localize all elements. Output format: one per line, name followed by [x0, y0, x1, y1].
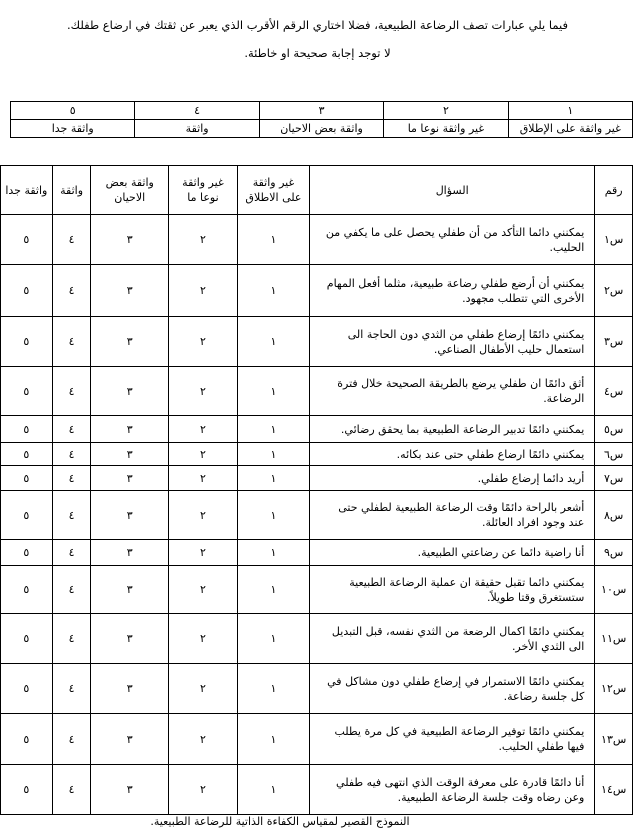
- rating-option-5[interactable]: ٥: [1, 416, 53, 443]
- header-option-1: غير واثقة على الاطلاق: [237, 166, 309, 215]
- rating-option-5[interactable]: ٥: [1, 765, 53, 815]
- question-text: يمكنني دائمًا الاستمرار في إرضاع طفلي دون مشاكل في كل جلسة رضاعة.: [310, 664, 595, 714]
- rating-option-1[interactable]: ١: [237, 491, 309, 540]
- question-text: يمكنني أن أرضع طفلي رضاعة طبيعية، مثلما أفعل المهام الأخرى التي تتطلب مجهود.: [310, 265, 595, 317]
- rating-option-1[interactable]: ١: [237, 540, 309, 566]
- rating-option-4[interactable]: ٤: [52, 765, 91, 815]
- rating-option-3[interactable]: ٣: [91, 215, 169, 265]
- rating-option-5[interactable]: ٥: [1, 215, 53, 265]
- rating-option-2[interactable]: ٢: [168, 317, 237, 367]
- table-row: [1, 443, 633, 466]
- question-text: يمكنني دائمًا ارضاع طفلي حتى عند بكائه.: [310, 443, 595, 466]
- rating-option-4[interactable]: ٤: [52, 416, 91, 443]
- rating-option-5[interactable]: ٥: [1, 466, 53, 491]
- question-number: س٦: [595, 443, 633, 466]
- scale-number: ٥: [11, 102, 135, 120]
- rating-option-4[interactable]: ٤: [52, 714, 91, 765]
- rating-option-1[interactable]: ١: [237, 317, 309, 367]
- rating-option-3[interactable]: ٣: [91, 443, 169, 466]
- rating-option-4[interactable]: ٤: [52, 367, 91, 416]
- rating-option-3[interactable]: ٣: [91, 416, 169, 443]
- rating-option-2[interactable]: ٢: [168, 215, 237, 265]
- rating-option-5[interactable]: ٥: [1, 614, 53, 664]
- rating-option-5[interactable]: ٥: [1, 317, 53, 367]
- rating-option-2[interactable]: ٢: [168, 466, 237, 491]
- rating-option-3[interactable]: ٣: [91, 317, 169, 367]
- rating-option-2[interactable]: ٢: [168, 664, 237, 714]
- scale-labels-row: [11, 120, 633, 138]
- table-row: [1, 664, 633, 714]
- rating-option-1[interactable]: ١: [237, 664, 309, 714]
- rating-option-3[interactable]: ٣: [91, 466, 169, 491]
- rating-option-3[interactable]: ٣: [91, 491, 169, 540]
- question-text: أنا دائمًا قادرة على معرفة الوقت الذي انتهى فيه طفلي وعن رضاه وقت جلسة الرضاعة الطبيعية.: [310, 765, 595, 815]
- rating-option-3[interactable]: ٣: [91, 614, 169, 664]
- rating-option-2[interactable]: ٢: [168, 416, 237, 443]
- question-text: يمكنني دائما التأكد من أن طفلي يحصل على ما يكفي من الحليب.: [310, 215, 595, 265]
- rating-option-5[interactable]: ٥: [1, 491, 53, 540]
- rating-option-4[interactable]: ٤: [52, 664, 91, 714]
- intro-note: لا توجد إجابة صحيحة او خاطئة.: [244, 46, 391, 60]
- question-text: أثق دائمًا ان طفلي يرضع بالطريقة الصحيحة خلال فترة الرضاعة.: [310, 367, 595, 416]
- table-row: [1, 367, 633, 416]
- rating-option-5[interactable]: ٥: [1, 566, 53, 614]
- question-text: يمكنني دائمًا اكمال الرضعة من الثدي نفسه، قبل التبديل الى الثدي الأخر.: [310, 614, 595, 664]
- question-number: س٤: [595, 367, 633, 416]
- rating-option-1[interactable]: ١: [237, 443, 309, 466]
- rating-option-3[interactable]: ٣: [91, 566, 169, 614]
- table-row: [1, 540, 633, 566]
- rating-option-2[interactable]: ٢: [168, 491, 237, 540]
- question-number: س١٣: [595, 714, 633, 765]
- question-text: أشعر بالراحة دائمًا وقت الرضاعة الطبيعية لطفلي حتى عند وجود افراد العائلة.: [310, 491, 595, 540]
- rating-option-5[interactable]: ٥: [1, 265, 53, 317]
- question-number: س١٠: [595, 566, 633, 614]
- header-question: السؤال: [310, 166, 595, 215]
- scale-label: غير واثقة على الإطلاق: [508, 120, 632, 138]
- table-row: [1, 614, 633, 664]
- question-number: س١١: [595, 614, 633, 664]
- rating-option-3[interactable]: ٣: [91, 714, 169, 765]
- question-number: س٨: [595, 491, 633, 540]
- rating-option-2[interactable]: ٢: [168, 765, 237, 815]
- question-number: س١: [595, 215, 633, 265]
- rating-option-3[interactable]: ٣: [91, 367, 169, 416]
- rating-option-4[interactable]: ٤: [52, 491, 91, 540]
- question-number: س٣: [595, 317, 633, 367]
- rating-option-3[interactable]: ٣: [91, 664, 169, 714]
- rating-option-3[interactable]: ٣: [91, 540, 169, 566]
- rating-option-2[interactable]: ٢: [168, 714, 237, 765]
- scale-numbers-row: [11, 102, 633, 120]
- rating-option-1[interactable]: ١: [237, 416, 309, 443]
- rating-option-2[interactable]: ٢: [168, 443, 237, 466]
- scale-label: واثقة جدا: [11, 120, 135, 138]
- intro-instruction: فيما يلي عبارات تصف الرضاعة الطبيعية، فضلا اختاري الرقم الأقرب الذي يعبر عن ثقتك في ارضاع طفلك.: [67, 18, 568, 32]
- header-num: رقم: [595, 166, 633, 215]
- table-row: [1, 466, 633, 491]
- questionnaire-table: [0, 165, 633, 815]
- question-text: أريد دائما إرضاع طفلي.: [310, 466, 595, 491]
- rating-option-4[interactable]: ٤: [52, 215, 91, 265]
- rating-option-5[interactable]: ٥: [1, 443, 53, 466]
- header-option-5: واثقة جدا: [1, 166, 53, 215]
- rating-option-5[interactable]: ٥: [1, 540, 53, 566]
- table-row: [1, 765, 633, 815]
- rating-option-1[interactable]: ١: [237, 265, 309, 317]
- scale-number: ١: [508, 102, 632, 120]
- rating-option-1[interactable]: ١: [237, 215, 309, 265]
- scale-number: ٤: [135, 102, 259, 120]
- header-option-4: واثقة: [52, 166, 91, 215]
- table-row: [1, 566, 633, 614]
- rating-option-5[interactable]: ٥: [1, 367, 53, 416]
- rating-option-1[interactable]: ١: [237, 614, 309, 664]
- scale-label: واثقة: [135, 120, 259, 138]
- rating-option-4[interactable]: ٤: [52, 566, 91, 614]
- rating-option-1[interactable]: ١: [237, 466, 309, 491]
- scale-number: ٣: [259, 102, 383, 120]
- table-row: [1, 317, 633, 367]
- rating-option-1[interactable]: ١: [237, 566, 309, 614]
- rating-option-1[interactable]: ١: [237, 367, 309, 416]
- rating-option-2[interactable]: ٢: [168, 540, 237, 566]
- scale-label: واثقة بعض الاحيان: [259, 120, 383, 138]
- question-number: س٩: [595, 540, 633, 566]
- table-row: [1, 265, 633, 317]
- header-option-2: غير واثقة نوعا ما: [168, 166, 237, 215]
- rating-option-1[interactable]: ١: [237, 765, 309, 815]
- rating-option-4[interactable]: ٤: [52, 540, 91, 566]
- rating-option-4[interactable]: ٤: [52, 265, 91, 317]
- rating-option-4[interactable]: ٤: [52, 614, 91, 664]
- header-option-3: واثقة بعض الاحيان: [91, 166, 169, 215]
- table-row: [1, 215, 633, 265]
- question-text: يمكنني دائمًا توفير الرضاعة الطبيعية في كل مرة يطلب فيها طفلي الحليب.: [310, 714, 595, 765]
- scale-number: ٢: [384, 102, 508, 120]
- question-text: يمكنني دائما تقبل حقيقة ان عملية الرضاعة الطبيعية ستستغرق وقتا طويلاً.: [310, 566, 595, 614]
- rating-option-4[interactable]: ٤: [52, 443, 91, 466]
- footer-caption: النموذج القصير لمقياس الكفاءة الذاتية للرضاعة الطبيعية.: [150, 815, 410, 828]
- rating-option-3[interactable]: ٣: [91, 765, 169, 815]
- scale-label: غير واثقة نوعا ما: [384, 120, 508, 138]
- rating-option-4[interactable]: ٤: [52, 317, 91, 367]
- table-row: [1, 714, 633, 765]
- rating-option-5[interactable]: ٥: [1, 664, 53, 714]
- question-text: يمكنني دائمًا إرضاع طفلي من الثدي دون الحاجة الى استعمال حليب الأطفال الصناعي.: [310, 317, 595, 367]
- question-number: س٥: [595, 416, 633, 443]
- table-row: [1, 416, 633, 443]
- table-header-row: [1, 166, 633, 215]
- rating-option-3[interactable]: ٣: [91, 265, 169, 317]
- question-number: س٧: [595, 466, 633, 491]
- rating-scale-table: [10, 101, 633, 138]
- question-text: يمكنني دائمًا تدبير الرضاعة الطبيعية بما يحقق رضائي.: [310, 416, 595, 443]
- table-row: [1, 491, 633, 540]
- question-number: س١٤: [595, 765, 633, 815]
- rating-option-5[interactable]: ٥: [1, 714, 53, 765]
- rating-option-2[interactable]: ٢: [168, 566, 237, 614]
- rating-option-4[interactable]: ٤: [52, 466, 91, 491]
- rating-option-2[interactable]: ٢: [168, 614, 237, 664]
- rating-option-2[interactable]: ٢: [168, 265, 237, 317]
- rating-option-2[interactable]: ٢: [168, 367, 237, 416]
- question-number: س١٢: [595, 664, 633, 714]
- rating-option-1[interactable]: ١: [237, 714, 309, 765]
- question-number: س٢: [595, 265, 633, 317]
- question-text: أنا راضية دائما عن رضاعتي الطبيعية.: [310, 540, 595, 566]
